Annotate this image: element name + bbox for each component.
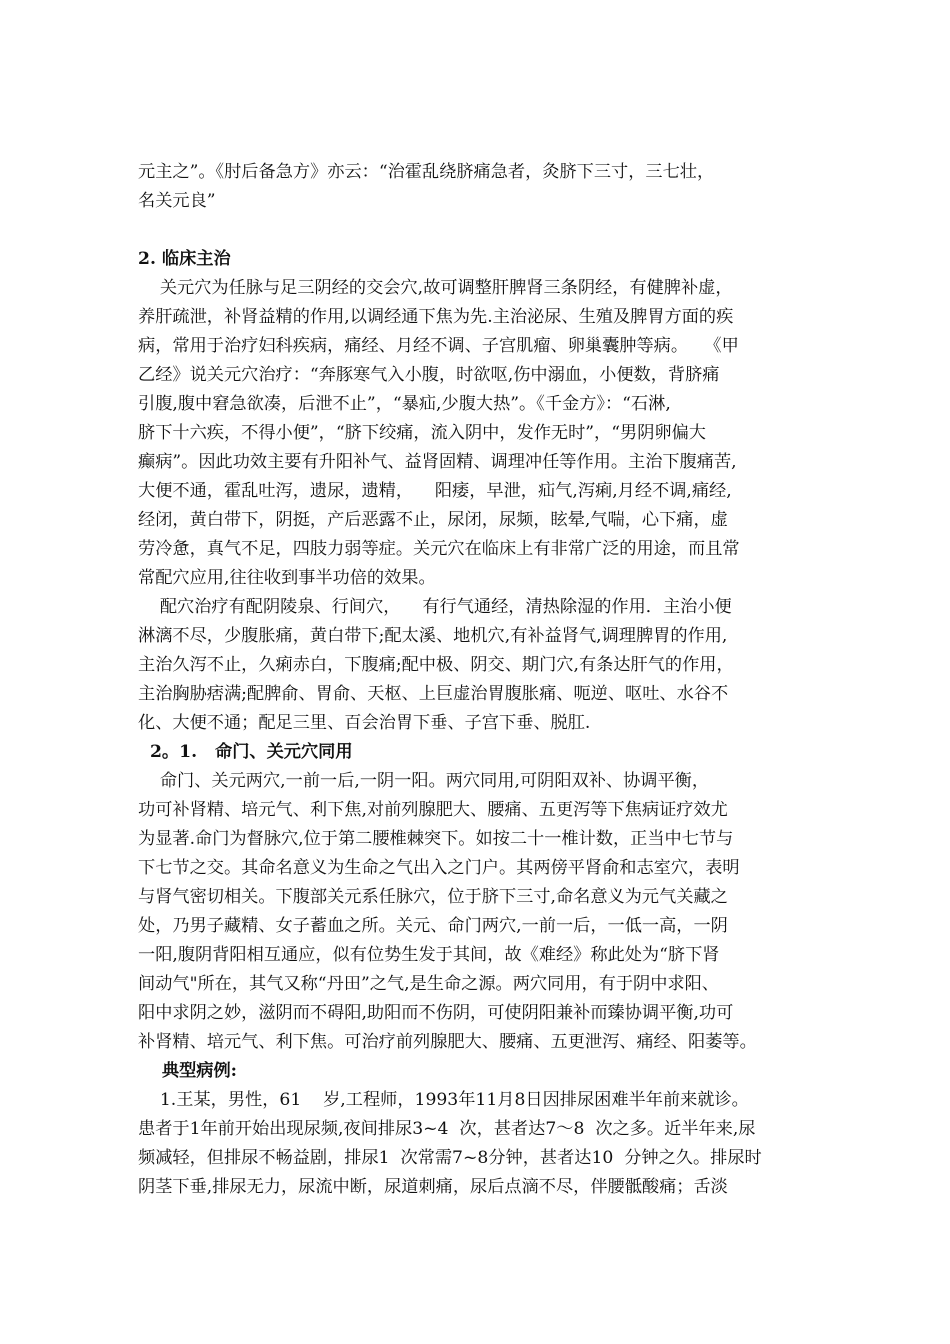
text-line: 间动气"所在，其气又称“丹田”之气,是生命之源。两穴同用，有于阴中求阳、 [138, 974, 719, 994]
text-line: 命门、关元两穴,一前一后,一阴一阳。两穴同用,可阴阳双补、协调平衡， [138, 771, 710, 791]
text-line: 下七节之交。其命名意义为生命之气出入之门户。其两傍平肾俞和志室穴，表明 [138, 858, 740, 878]
text-line: 淋漓不尽，少腹胀痛，黄白带下;配太溪、地机穴,有补益肾气,调理脾胃的作用, [138, 626, 728, 646]
text-line: 大便不通，霍乱吐泻，遗尿，遗精， 阳痿，早泄，疝气,泻痢,月经不调,痛经, [138, 481, 732, 501]
text-line: 病，常用于治疗妇科疾病，痛经、月经不调、子宫肌瘤、卵巢囊肿等病。 《甲 [138, 336, 739, 356]
text-line: 化、大便不通；配足三里、百会治胃下垂、子宫下垂、脱肛. [138, 713, 591, 733]
text-line: 补肾精、培元气、利下焦。可治疗前列腺肥大、腰痛、五更泄泻、痛经、阳萎等。 [138, 1032, 757, 1052]
text-line: 阳中求阴之妙，滋阴而不碍阳,助阳而不伤阴，可使阴阳兼补而臻协调平衡,功可 [138, 1003, 734, 1023]
text-line: 1.王某，男性，61 岁,工程师，1993年11月8日因排尿困难半年前来就诊。 [138, 1090, 749, 1110]
text-line: 与肾气密切相关。下腹部关元系任脉穴，位于脐下三寸,命名意义为元气关藏之 [138, 887, 728, 907]
text-line: 患者于1年前开始出现尿频,夜间排尿3~4 次，甚者达7～8 次之多。近半年来,尿 [138, 1119, 756, 1139]
text-line: 关元穴为任脉与足三阴经的交会穴,故可调整肝脾肾三条阴经，有健脾补虚， [138, 278, 733, 298]
text-line: 频减轻，但排尿不畅益剧，排尿1 次常需7~8分钟，甚者达10 分钟之久。排尿时 [138, 1148, 762, 1168]
text-line: 引腹,腹中窘急欲凑，后泄不止”，“暴疝,少腹大热”。《千金方》：“石淋, [138, 394, 671, 414]
section-heading: 2. 临床主治 [138, 249, 231, 269]
text-line: 功可补肾精、培元气、利下焦,对前列腺肥大、腰痛、五更泻等下焦病证疗效尤 [138, 800, 728, 820]
text-line: 一阳,腹阴背阳相互通应，似有位势生发于其间，故《难经》称此处为“脐下肾 [138, 945, 720, 965]
text-line: 配穴治疗有配阴陵泉、行间穴， 有行气通经，清热除湿的作用．主治小便 [138, 597, 732, 617]
text-line: 乙经》说关元穴治疗：“奔豚寒气入小腹，时欲呕,伤中溺血，小便数，背脐痛 [138, 365, 720, 385]
text-line: 经闭，黄白带下，阴挺，产后恶露不止，尿闭，尿频，眩晕,气喘，心下痛，虚 [138, 510, 728, 530]
text-line: 名关元良” [138, 191, 216, 211]
text-line: 主治胸胁痞满;配脾俞、胃俞、天枢、上巨虚治胃腹胀痛、呃逆、呕吐、水谷不 [138, 684, 729, 704]
text-line: 为显著.命门为督脉穴,位于第二腰椎棘突下。如按二十一椎计数，正当中七节与 [138, 829, 734, 849]
text-line: 处，乃男子藏精、女子蓄血之所。关元、命门两穴,一前一后，一低一高，一阴 [138, 916, 728, 936]
text-line: 养肝疏泄，补肾益精的作用,以调经通下焦为先.主治泌尿、生殖及脾胃方面的疾 [138, 307, 734, 327]
text-line: 主治久泻不止，久痢赤白，下腹痛;配中极、阴交、期门穴,有条达肝气的作用， [138, 655, 734, 675]
text-line: 脐下十六疾，不得小便”，“脐下绞痛，流入阴中，发作无时”，“男阴卵偏大 [138, 423, 706, 443]
text-line: 元主之”。《肘后备急方》亦云：“治霍乱绕脐痛急者，灸脐下三寸，三七壮， [138, 162, 715, 182]
text-line: 癫病”。因此功效主要有升阳补气、益肾固精、调理冲任等作用。主治下腹痛苦, [138, 452, 737, 472]
text-line: 劳冷惫，真气不足，四肢力弱等症。关元穴在临床上有非常广泛的用途，而且常 [138, 539, 740, 559]
case-heading: 典型病例: [138, 1061, 238, 1081]
subsection-heading: 2。1. 命门、关元穴同用 [138, 742, 353, 762]
text-line: 常配穴应用,往往收到事半功倍的效果。 [138, 568, 436, 588]
text-line: 阴茎下垂,排尿无力，尿流中断，尿道刺痛，尿后点滴不尽，伴腰骶酸痛；舌淡 [138, 1177, 728, 1197]
